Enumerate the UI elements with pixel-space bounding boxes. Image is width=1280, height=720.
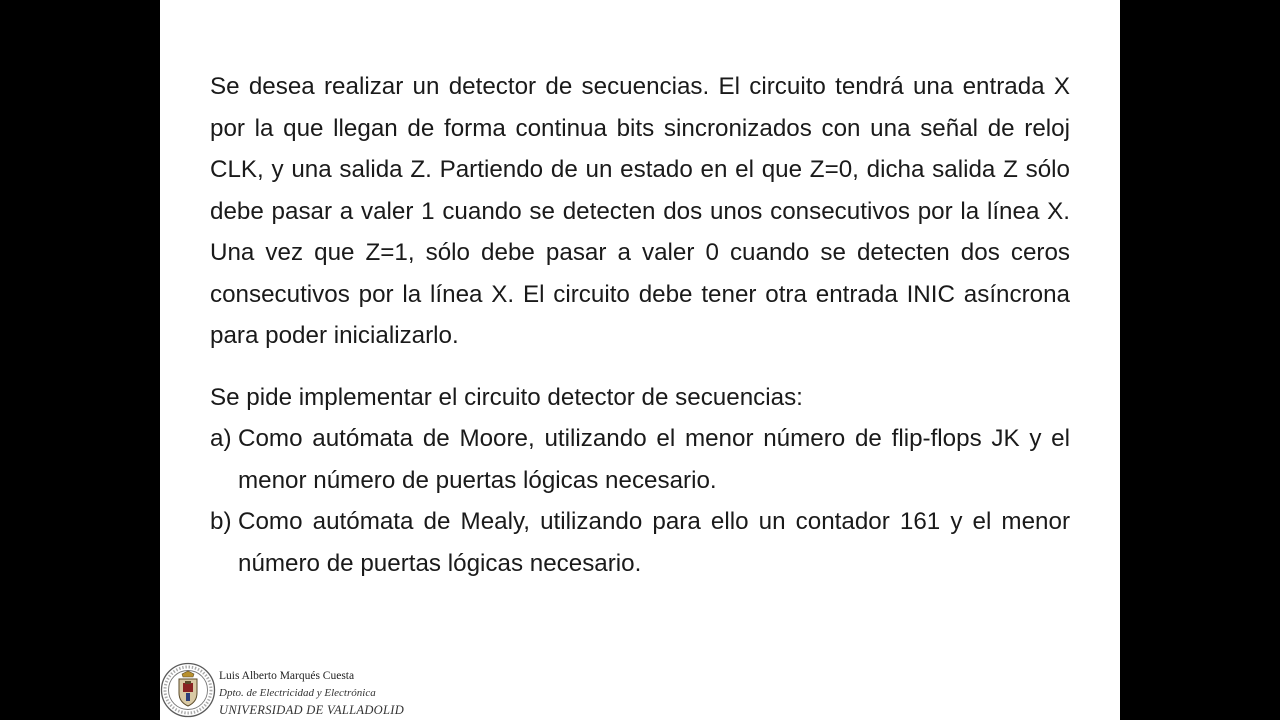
list-marker: a) — [210, 425, 232, 452]
list-item-text: Como autómata de Moore, utilizando el menor número de flip-flops JK y el menor número de puertas lógicas necesario. — [238, 425, 1070, 494]
slide-footer — [160, 660, 460, 720]
request-block — [210, 377, 1070, 585]
department-name: Dpto. de Electricidad y Electrónica — [219, 687, 376, 699]
list-item-text: Como autómata de Mealy, utilizando para ello un contador 161 y el menor número de puertas lógicas necesario. — [238, 508, 1070, 577]
list-item-b — [210, 501, 1070, 584]
problem-statement: Se desea realizar un detector de secuencias. El circuito tendrá una entrada X por la que llegan de forma continua bits sincronizados con una señal de reloj CLK, y una salida Z. Partiendo de un estado en el que Z=0, dicha salida Z sólo debe pasar a valer 1 cuando se detecten dos unos consecutivos por la línea X. Una vez que Z=1, sólo debe pasar a valer 0 cuando se detecten dos ceros consecutivos por la línea X. El circuito debe tener otra entrada INIC asíncrona para poder inicializarlo. — [210, 73, 1070, 349]
list-item-a — [210, 418, 1070, 501]
slide-body — [210, 66, 1070, 584]
university-seal-icon — [160, 662, 216, 718]
list-marker: b) — [210, 508, 232, 535]
author-name: Luis Alberto Marqués Cuesta — [219, 670, 355, 682]
university-name: UNIVERSIDAD DE VALLADOLID — [219, 703, 405, 717]
request-intro: Se pide implementar el circuito detector de secuencias: — [210, 383, 803, 411]
slide — [160, 0, 1120, 720]
